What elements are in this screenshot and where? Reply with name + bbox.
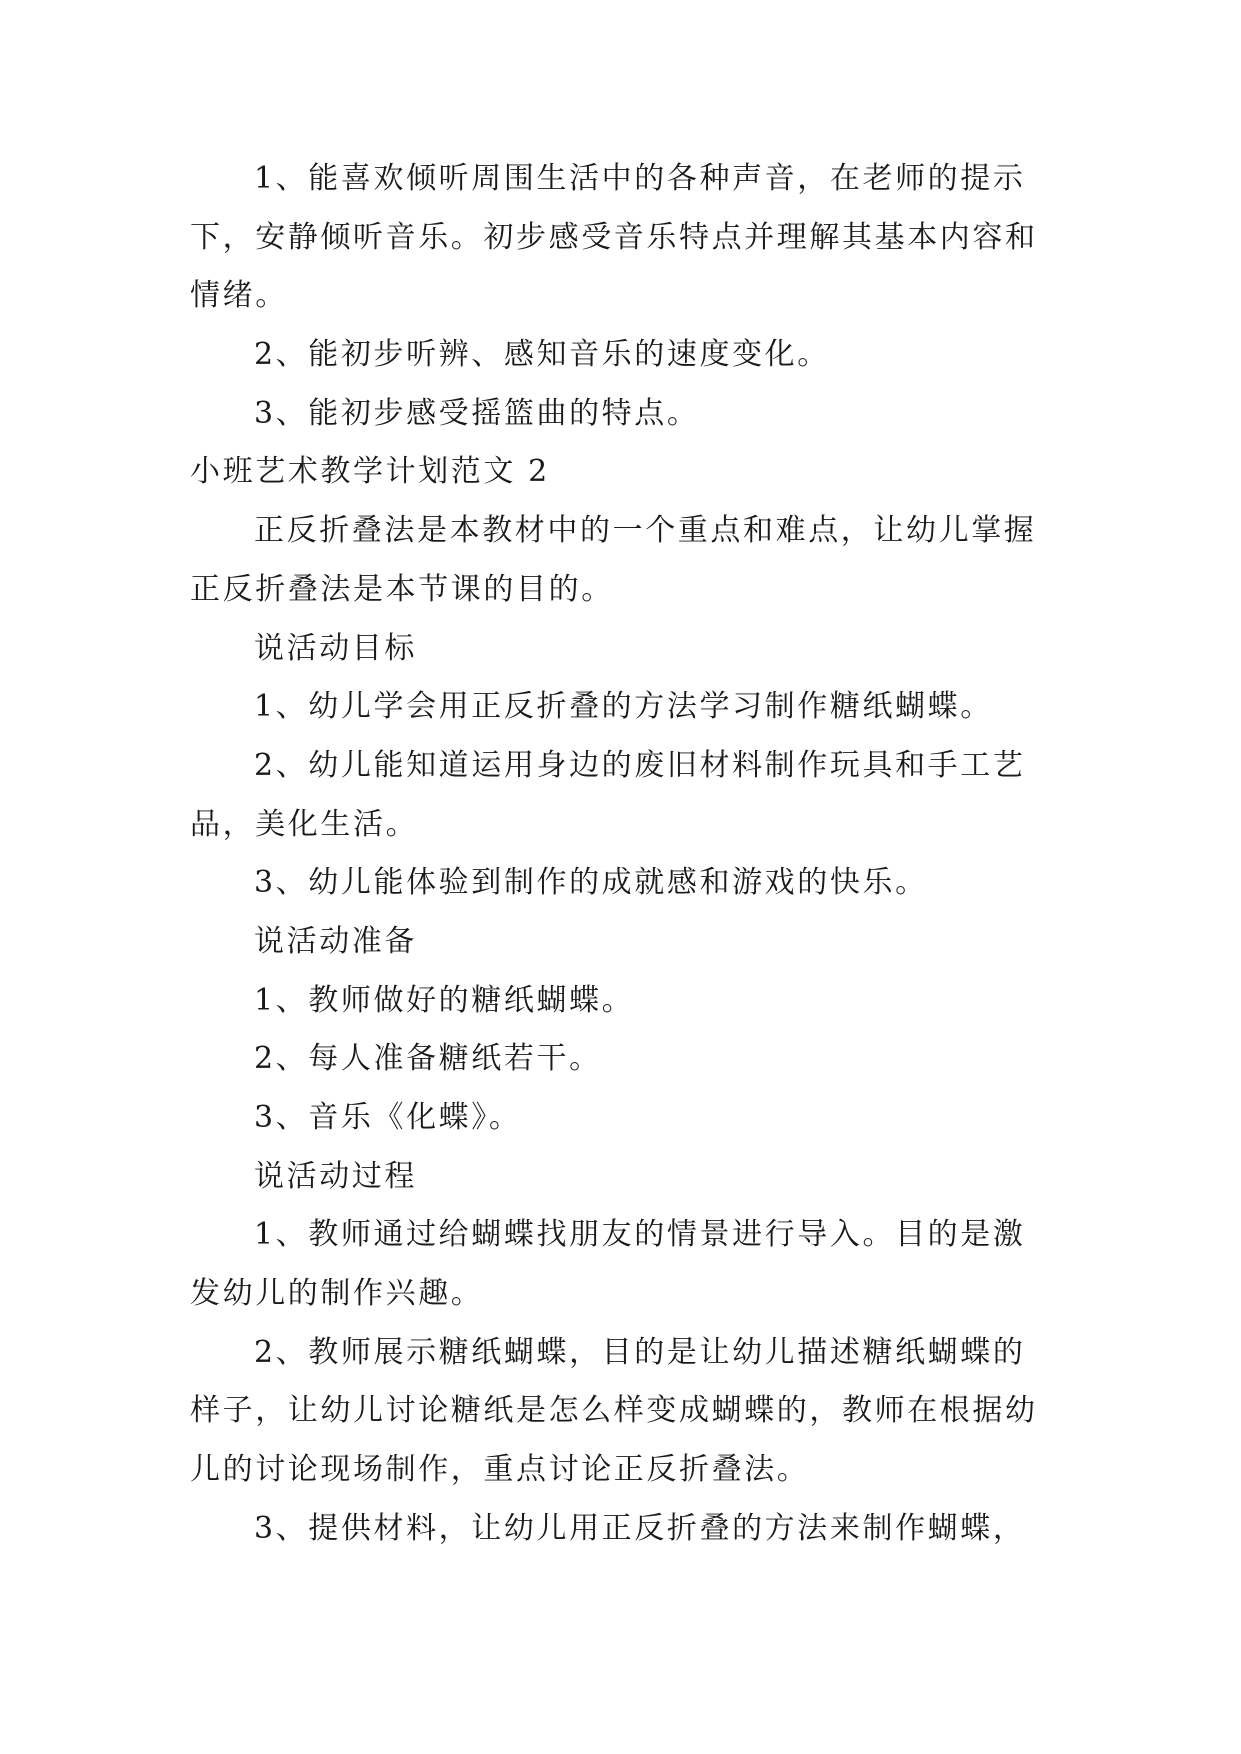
text-line: 1、教师通过给蝴蝶找朋友的情景进行导入。目的是激 (254, 1217, 1026, 1253)
section-heading: 小班艺术教学计划范文 2 (190, 454, 550, 490)
subheading-preparation: 说活动准备 (254, 923, 417, 959)
text-line: 1、教师做好的糖纸蝴蝶。 (254, 982, 635, 1018)
text-line: 正反折叠法是本节课的目的。 (190, 571, 614, 607)
text-line: 2、每人准备糖纸若干。 (254, 1041, 602, 1077)
text-line: 1、幼儿学会用正反折叠的方法学习制作糖纸蝴蝶。 (254, 689, 993, 725)
text-line: 品，美化生活。 (190, 806, 419, 842)
subheading-goals: 说活动目标 (254, 630, 417, 666)
text-line: 3、提供材料，让幼儿用正反折叠的方法来制作蝴蝶， (254, 1510, 1026, 1546)
text-line: 2、能初步听辨、感知音乐的速度变化。 (254, 337, 830, 373)
subheading-process: 说活动过程 (254, 1158, 417, 1194)
text-line: 2、教师展示糖纸蝴蝶，目的是让幼儿描述糖纸蝴蝶的 (254, 1334, 1026, 1370)
text-line: 3、能初步感受摇篮曲的特点。 (254, 395, 700, 431)
text-line: 情绪。 (190, 278, 288, 314)
document-page (190, 150, 1050, 1559)
text-line: 2、幼儿能知道运用身边的废旧材料制作玩具和手工艺 (254, 747, 1026, 783)
text-line: 儿的讨论现场制作，重点讨论正反折叠法。 (190, 1452, 810, 1488)
text-line: 3、音乐《化蝶》。 (254, 1100, 522, 1135)
text-line: 正反折叠法是本教材中的一个重点和难点，让幼儿掌握 (254, 513, 1037, 549)
text-line: 发幼儿的制作兴趣。 (190, 1276, 484, 1312)
text-line: 下，安静倾听音乐。初步感受音乐特点并理解其基本内容和 (190, 219, 1038, 255)
text-line: 样子，让幼儿讨论糖纸是怎么样变成蝴蝶的，教师在根据幼 (190, 1393, 1038, 1429)
text-line: 3、幼儿能体验到制作的成就感和游戏的快乐。 (254, 865, 928, 901)
text-line: 1、能喜欢倾听周围生活中的各种声音，在老师的提示 (254, 161, 1026, 196)
